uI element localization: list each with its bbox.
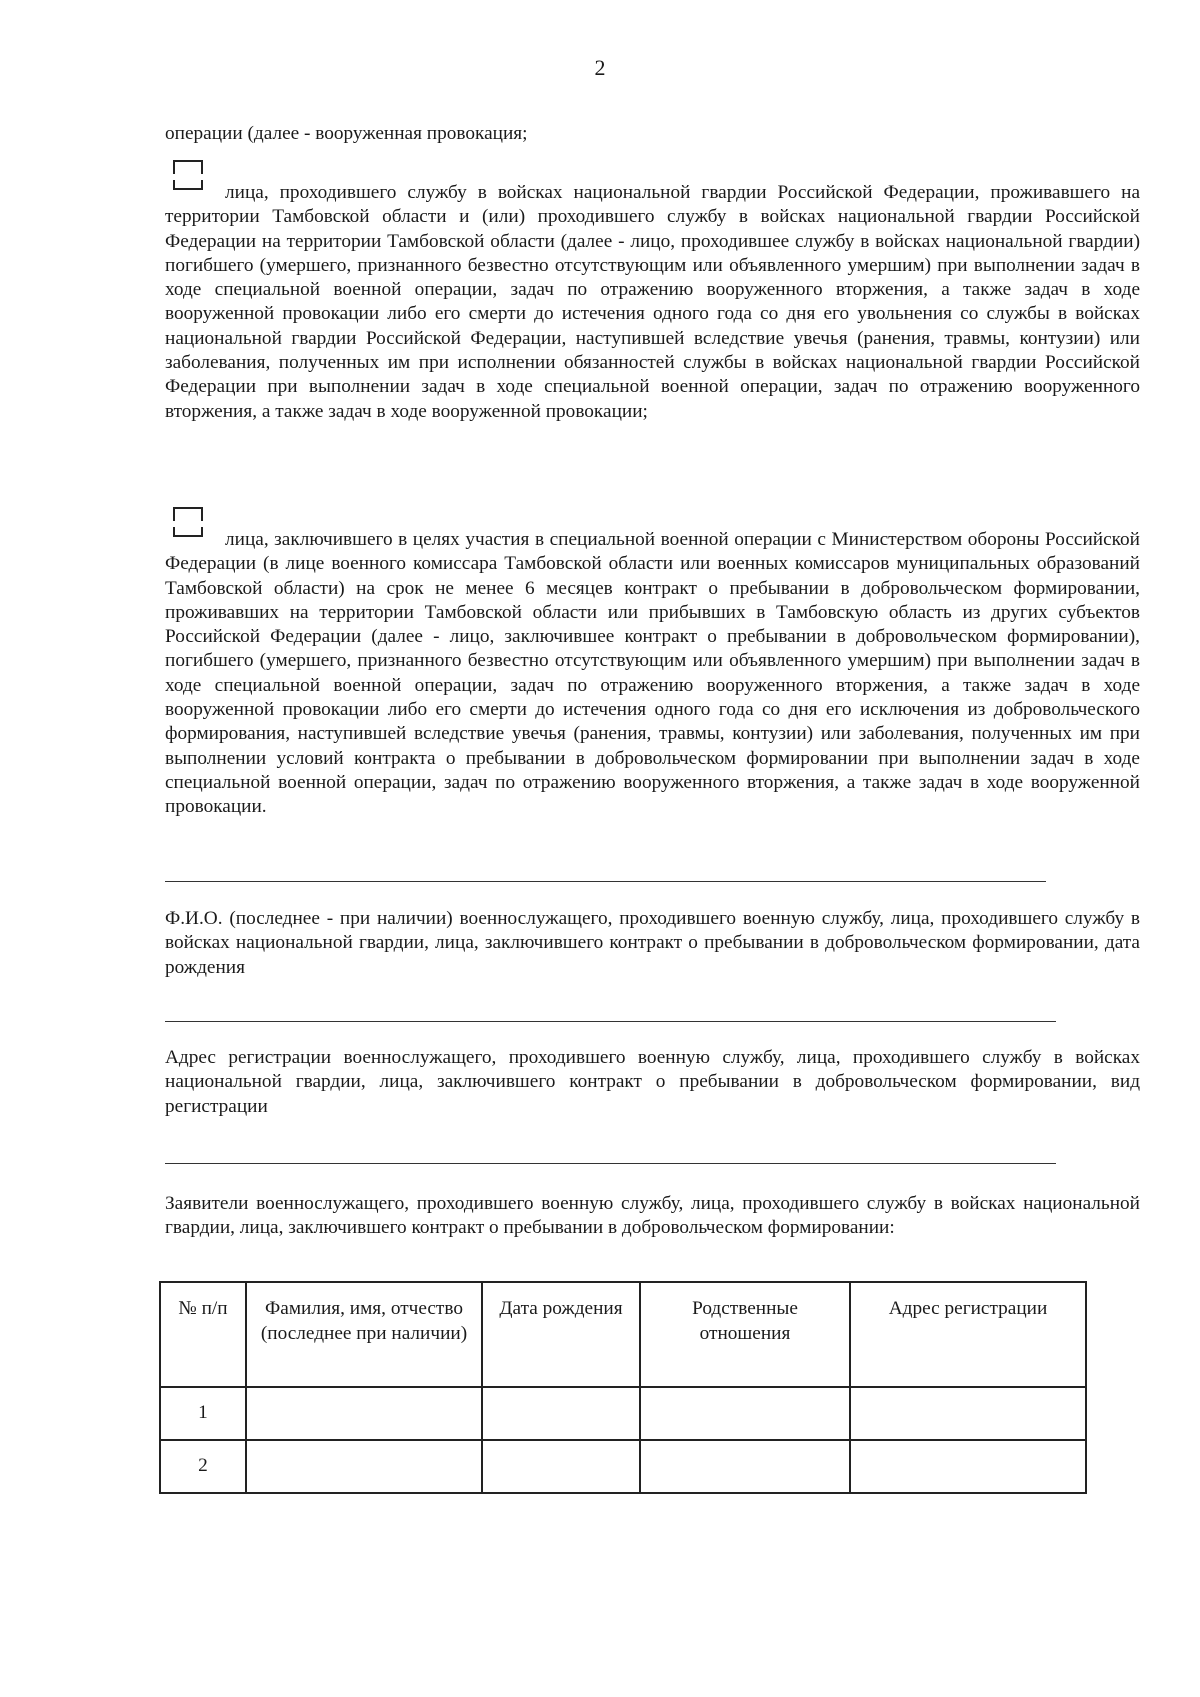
option-volunteer-text: лица, заключившего в целях участия в специальной военной операции с Министерством обороны Российской Федерации (в лице военного комиссара Тамбовской области или военных комиссаров муниципальных образований Тамбовской области) на срок не менее 6 месяцев контракт о пребывании в добровольческом формировании, проживавших на территории Тамбовской области или прибывших в Тамбовскую область из других субъектов Российской Федерации (далее - лицо, заключившее контракт о пребывании в добровольческом формировании), погибшего (умершего, признанного безвестно отсутствующим или объявленного умершим) при выполнении задач в ходе специальной военной операции, задач по отражению вооруженного вторжения, а также задач в ходе вооруженной провокации либо его смерти до истечения одного года со дня его исключения из добровольческого формирования, наступившей вследствие увечья (ранения, травмы, контузии) или заболевания, полученных им при выполнении условий контракта о пребывании в добровольческом формировании при выполнении задач в ходе специальной военной операции, задач по отражению вооруженного вторжения, а также задач в ходе вооруженной провокации. [165,529,1140,818]
header-relationship: Родственные отношения [640,1282,850,1387]
intro-line: операции (далее - вооруженная провокация; [165,123,528,144]
table-row [160,1440,1086,1493]
cell-relationship[interactable] [640,1387,850,1440]
table-row [160,1387,1086,1440]
intro-line-block [165,122,1140,146]
fio-input-line[interactable] [165,1021,1056,1022]
applicants-block [165,1192,1140,1241]
row-number: 1 [160,1387,246,1440]
cell-address[interactable] [850,1440,1086,1493]
cell-full-name[interactable] [246,1440,482,1493]
header-address: Адрес регистрации [850,1282,1086,1387]
address-field-block [165,1046,1140,1119]
cell-address[interactable] [850,1387,1086,1440]
row-number: 2 [160,1440,246,1493]
option-national-guard-text: лица, проходившего службу в войсках национальной гвардии Российской Федерации, проживавшего на территории Тамбовской области и (или) проходившего службу в войсках национальной гвардии Российской Федерации на территории Тамбовской области (далее - лицо, проходившее службу в войсках национальной гвардии) погибшего (умершего, признанного безвестно отсутствующим или объявленного умершим) при выполнении задач в ходе специальной военной операции, задач по отражению вооруженного вторжения, а также задач в ходе вооруженной провокации либо его смерти до истечения одного года со дня его увольнения со службы в войсках национальной гвардии Российской Федерации, наступившей вследствие увечья (ранения, травмы, контузии) или заболевания, полученных им при исполнении обязанностей службы в войсках национальной гвардии Российской Федерации при выполнении задач в ходе специальной военной операции, задач по отражению вооруженного вторжения, а также задач в ходе вооруженной провокации; [165,182,1140,422]
applicants-table [159,1281,1087,1494]
cell-birth-date[interactable] [482,1387,640,1440]
address-input-line[interactable] [165,1163,1056,1164]
fio-label: Ф.И.О. (последнее - при наличии) военнослужащего, проходившего военную службу, лица, проходившего службу в войсках национальной гвардии, лица, заключившего контракт о пребывании в добровольческом формировании, дата рождения [165,908,1140,978]
cell-birth-date[interactable] [482,1440,640,1493]
header-birth-date: Дата рождения [482,1282,640,1387]
option-national-guard [165,181,1140,424]
fio-field-block [165,907,1140,980]
applicants-label: Заявители военнослужащего, проходившего военную службу, лица, проходившего службу в войсках национальной гвардии, лица, заключившего контракт о пребывании в добровольческом формировании: [165,1193,1140,1239]
option-volunteer-formation [165,528,1140,820]
page-number: 2 [594,55,606,80]
table-header-row [160,1282,1086,1387]
cell-full-name[interactable] [246,1387,482,1440]
divider-line [165,881,1046,882]
header-full-name: Фамилия, имя, отчество (последнее при наличии) [246,1282,482,1387]
header-number: № п/п [160,1282,246,1387]
cell-relationship[interactable] [640,1440,850,1493]
address-label: Адрес регистрации военнослужащего, проходившего военную службу, лица, проходившего службу в войсках национальной гвардии, лица, заключившего контракт о пребывании в добровольческом формировании, вид регистрации [165,1047,1140,1117]
